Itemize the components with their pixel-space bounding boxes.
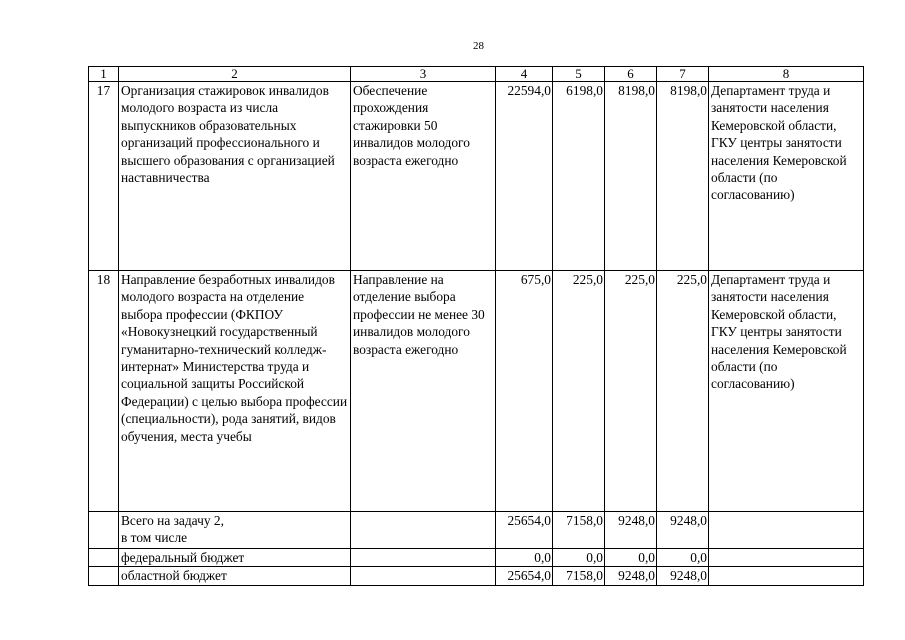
amount-cell: 0,0 [553, 549, 605, 567]
empty-cell [709, 567, 864, 585]
amount-cell: 9248,0 [657, 567, 709, 585]
amount-cell: 0,0 [657, 549, 709, 567]
amount-cell: 0,0 [496, 549, 553, 567]
column-number: 2 [119, 67, 351, 82]
activities-table [88, 66, 864, 586]
action-cell: Направление безработных инвалидов молодого возраста на отделение выбора профессии (ФКПОУ «Новокузнецкий государственный гуманитарно-технический колледж-интернат» Министерства труда и социальной защиты Российской Федерации) с целью выбора профессии (специальности), рода занятий, видов обучения, места учебы [119, 271, 351, 512]
table-row [89, 82, 864, 271]
federal-budget-row [89, 549, 864, 567]
amount-cell: 22594,0 [496, 82, 553, 271]
amount-cell: 675,0 [496, 271, 553, 512]
amount-cell: 9248,0 [605, 512, 657, 549]
empty-cell [89, 567, 119, 585]
amount-cell: 225,0 [553, 271, 605, 512]
totals-label-line1: Всего на задачу 2, [121, 513, 224, 528]
amount-cell: 7158,0 [553, 567, 605, 585]
amount-cell: 225,0 [657, 271, 709, 512]
empty-cell [709, 549, 864, 567]
column-number: 6 [605, 67, 657, 82]
column-number: 8 [709, 67, 864, 82]
column-number: 5 [553, 67, 605, 82]
table-row [89, 271, 864, 512]
column-number: 1 [89, 67, 119, 82]
regional-budget-row [89, 567, 864, 585]
indicator-cell: Направление на отделение выбора профессии не менее 30 инвалидов молодого возраста ежегодно [351, 271, 496, 512]
row-number: 17 [89, 82, 119, 271]
column-number: 7 [657, 67, 709, 82]
totals-label [119, 512, 351, 549]
budget-label: федеральный бюджет [119, 549, 351, 567]
empty-cell [709, 512, 864, 549]
column-number-row [89, 67, 864, 82]
amount-cell: 9248,0 [605, 567, 657, 585]
totals-row [89, 512, 864, 549]
totals-label-line2: в том числе [121, 530, 188, 546]
amount-cell: 8198,0 [605, 82, 657, 271]
empty-cell [351, 512, 496, 549]
page-number: 28 [473, 40, 484, 52]
amount-cell: 0,0 [605, 549, 657, 567]
amount-cell: 7158,0 [553, 512, 605, 549]
empty-cell [89, 512, 119, 549]
amount-cell: 6198,0 [553, 82, 605, 271]
row-number: 18 [89, 271, 119, 512]
budget-label: областной бюджет [119, 567, 351, 585]
amount-cell: 225,0 [605, 271, 657, 512]
column-number: 4 [496, 67, 553, 82]
amount-cell: 25654,0 [496, 567, 553, 585]
column-number: 3 [351, 67, 496, 82]
empty-cell [89, 549, 119, 567]
empty-cell [351, 549, 496, 567]
indicator-cell: Обеспечение прохождения стажировки 50 инвалидов молодого возраста ежегодно [351, 82, 496, 271]
amount-cell: 9248,0 [657, 512, 709, 549]
executor-cell: Департамент труда и занятости населения Кемеровской области, ГКУ центры занятости населения Кемеровской области (по согласованию) [709, 271, 864, 512]
amount-cell: 8198,0 [657, 82, 709, 271]
action-cell: Организация стажировок инвалидов молодого возраста из числа выпускников образовательных организаций профессионального и высшего образования с организацией наставничества [119, 82, 351, 271]
executor-cell: Департамент труда и занятости населения Кемеровской области, ГКУ центры занятости населения Кемеровской области (по согласованию) [709, 82, 864, 271]
empty-cell [351, 567, 496, 585]
amount-cell: 25654,0 [496, 512, 553, 549]
